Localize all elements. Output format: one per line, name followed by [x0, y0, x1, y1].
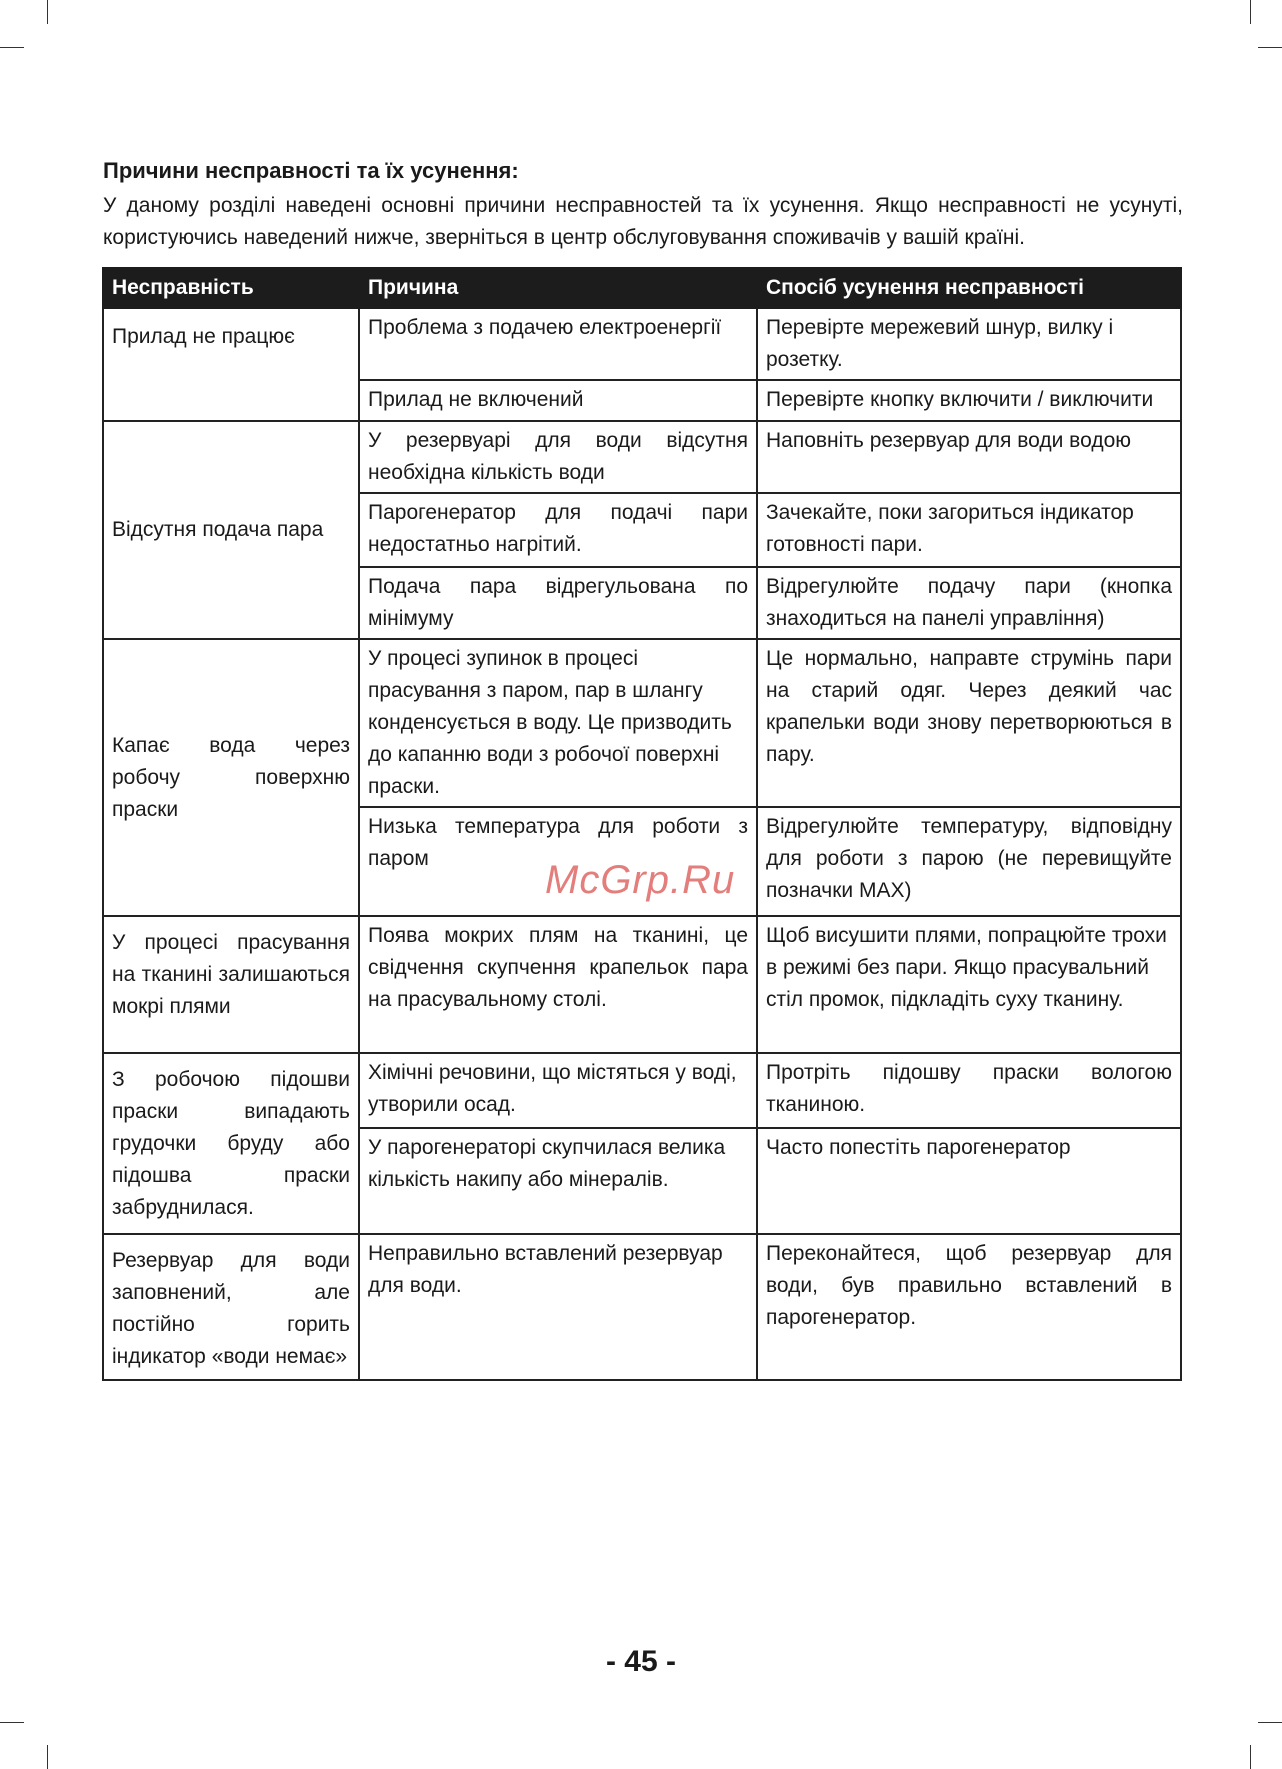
troubleshooting-table — [102, 267, 1182, 1381]
fault-cell: Резервуар для води заповнений, але постійно горить індикатор «води немає» — [103, 1234, 359, 1380]
crop-mark — [0, 1722, 24, 1723]
table-row — [103, 421, 1181, 493]
crop-mark — [47, 1745, 48, 1769]
fault-cell: Прилад не працює — [103, 308, 359, 421]
solution-cell: Перевірте мережевий шнур, вилку і розетку. — [757, 308, 1181, 380]
fault-cell: Капає вода через робочу поверхню праски — [103, 639, 359, 916]
cause-cell: У парогенераторі скупчилася велика кількість накипу або мінералів. — [359, 1128, 757, 1234]
cause-cell: Прилад не включений — [359, 380, 757, 421]
table-row — [103, 1234, 1181, 1380]
table-header-row — [103, 268, 1181, 308]
solution-cell: Протріть підошву праски вологою тканиною. — [757, 1053, 1181, 1128]
solution-cell: Переконайтеся, щоб резервуар для води, був правильно вставлений в парогенератор. — [757, 1234, 1181, 1380]
section-heading: Причини несправності та їх усунення: — [103, 158, 519, 183]
crop-mark — [1258, 1722, 1282, 1723]
table-row — [103, 916, 1181, 1053]
header-solution: Спосіб усунення несправності — [757, 268, 1181, 308]
solution-cell: Зачекайте, поки загориться індикатор готовності пари. — [757, 493, 1181, 567]
table-row — [103, 1053, 1181, 1128]
cause-cell: Неправильно вставлений резервуар для води. — [359, 1234, 757, 1380]
fault-cell: У процесі прасування на тканині залишаються мокрі плями — [103, 916, 359, 1053]
solution-cell: Часто попестіть парогенератор — [757, 1128, 1181, 1234]
cause-cell: Проблема з подачею електроенергії — [359, 308, 757, 380]
fault-cell: З робочою підошви праски випадають грудочки бруду або підошва праски забруднилася. — [103, 1053, 359, 1234]
solution-cell: Відрегулюйте подачу пари (кнопка знаходиться на панелі управління) — [757, 567, 1181, 639]
intro-paragraph: У даному розділі наведені основні причини несправностей та їх усунення. Якщо несправності не усунуті, користуючись наведений нижче, зверніться в центр обслуговування споживачів у вашій країні. — [103, 194, 1183, 249]
cause-cell: Парогенератор для подачі пари недостатньо нагрітий. — [359, 493, 757, 567]
crop-mark — [1258, 47, 1282, 48]
cause-cell: У процесі зупинок в процесі прасування з паром, пар в шлангу конденсується в воду. Це призводить до капанню води з робочої поверхні праски. — [359, 639, 757, 807]
solution-cell: Перевірте кнопку включити / виключити — [757, 380, 1181, 421]
header-fault: Несправність — [103, 268, 359, 308]
crop-mark — [1250, 0, 1251, 24]
header-cause: Причина — [359, 268, 757, 308]
watermark-text: McGrp.Ru — [545, 858, 736, 902]
cause-cell: У резервуарі для води відсутня необхідна кількість води — [359, 421, 757, 493]
fault-cell: Відсутня подача пара — [103, 421, 359, 639]
crop-mark — [47, 0, 48, 24]
cause-cell: Низька температура для роботи з паром — [359, 807, 757, 916]
cause-cell: Подача пара відрегульована по мінімуму — [359, 567, 757, 639]
solution-cell: Щоб висушити плями, попрацюйте трохи в режимі без пари. Якщо прасувальний стіл промок, підкладіть суху тканину. — [757, 916, 1181, 1053]
table-row — [103, 308, 1181, 380]
crop-mark — [0, 47, 24, 48]
cause-cell: Поява мокрих плям на тканині, це свідчення скупчення крапельок пара на прасувальному столі. — [359, 916, 757, 1053]
solution-cell: Це нормально, направте струмінь пари на старий одяг. Через деякий час крапельки води знову перетворюються в пару. — [757, 639, 1181, 807]
solution-cell: Наповніть резервуар для води водою — [757, 421, 1181, 493]
table-row — [103, 639, 1181, 807]
crop-mark — [1250, 1745, 1251, 1769]
solution-cell: Відрегулюйте температуру, відповідну для роботи з парою (не перевищуйте позначки MAX) — [757, 807, 1181, 916]
cause-cell: Хімічні речовини, що містяться у воді, утворили осад. — [359, 1053, 757, 1128]
page-number: - 45 - — [605, 1645, 677, 1678]
